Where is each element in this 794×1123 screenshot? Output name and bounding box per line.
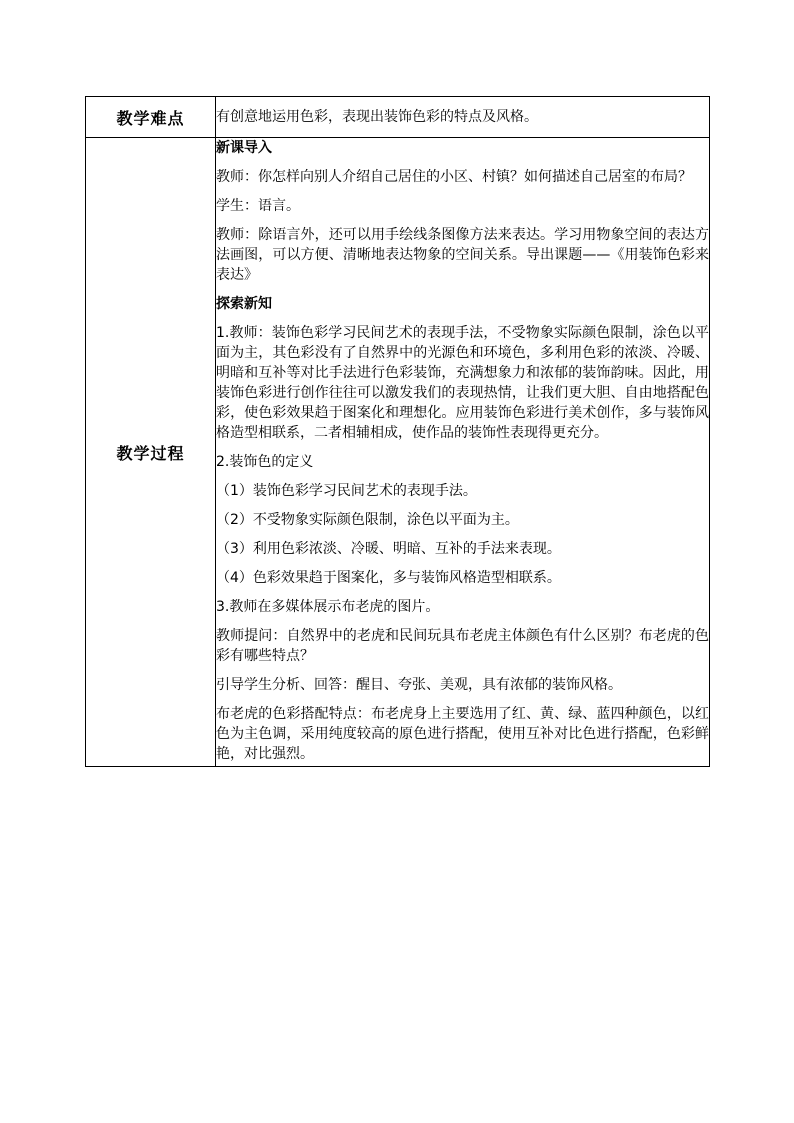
- paragraph: 教师：除语言外，还可以用手绘线条图像方法来表达。学习用物象空间的表达方法画图，可以方便、清晰地表达物象的空间关系。导出课题——《用装饰色彩来表达》: [216, 227, 709, 283]
- list-item: （1）装饰色彩学习民间艺术的表现手法。: [216, 483, 477, 499]
- paragraph: 2.装饰色的定义: [216, 454, 314, 470]
- list-item: （4）色彩效果趋于图案化，多与装饰风格造型相联系。: [216, 570, 561, 586]
- teaching-process-row: [86, 138, 710, 767]
- paragraph: 教师：你怎样向别人介绍自己居住的小区、村镇？如何描述自己居室的布局？: [216, 169, 692, 185]
- section-heading-explore: 探索新知: [216, 296, 272, 312]
- paragraph: 教师提问：自然界中的老虎和民间玩具布老虎主体颜色有什么区别？布老虎的色彩有哪些特点？: [216, 628, 709, 664]
- teaching-process-label: 教学过程: [86, 138, 216, 767]
- paragraph: 1.教师：装饰色彩学习民间艺术的表现手法，不受物象实际颜色限制，涂色以平面为主，其色彩没有了自然界中的光源色和环境色，多利用色彩的浓淡、冷暖、明暗和互补等对比手法进行色彩装饰，充满想象力和浓郁的装饰韵味。因此，用装饰色彩进行创作往往可以激发我们的表现热情，让我们更大胆、自由地搭配色彩，使色彩效果趋于图案化和理想化。应用装饰色彩进行美术创作，多与装饰风格造型相联系，二者相辅相成，使作品的装饰性表现得更充分。: [216, 325, 709, 441]
- paragraph: 布老虎的色彩搭配特点：布老虎身上主要选用了红、黄、绿、蓝四种颜色，以红色为主色调，采用纯度较高的原色进行搭配，使用互补对比色进行搭配，色彩鲜艳，对比强烈。: [216, 706, 709, 762]
- teaching-process-content: [216, 138, 710, 767]
- section-heading-intro: 新课导入: [216, 140, 272, 156]
- teaching-difficulty-text: 有创意地运用色彩，表现出装饰色彩的特点及风格。: [216, 97, 710, 138]
- teaching-difficulty-label: 教学难点: [86, 97, 216, 138]
- paragraph: 3.教师在多媒体展示布老虎的图片。: [216, 599, 440, 615]
- paragraph: 学生：语言。: [216, 198, 300, 214]
- list-item: （3）利用色彩浓淡、冷暖、明暗、互补的手法来表现。: [216, 541, 561, 557]
- lesson-plan-table: [85, 96, 710, 767]
- teaching-difficulty-row: [86, 97, 710, 138]
- list-item: （2）不受物象实际颜色限制，涂色以平面为主。: [216, 512, 519, 528]
- paragraph: 引导学生分析、回答：醒目、夸张、美观，具有浓郁的装饰风格。: [216, 677, 622, 693]
